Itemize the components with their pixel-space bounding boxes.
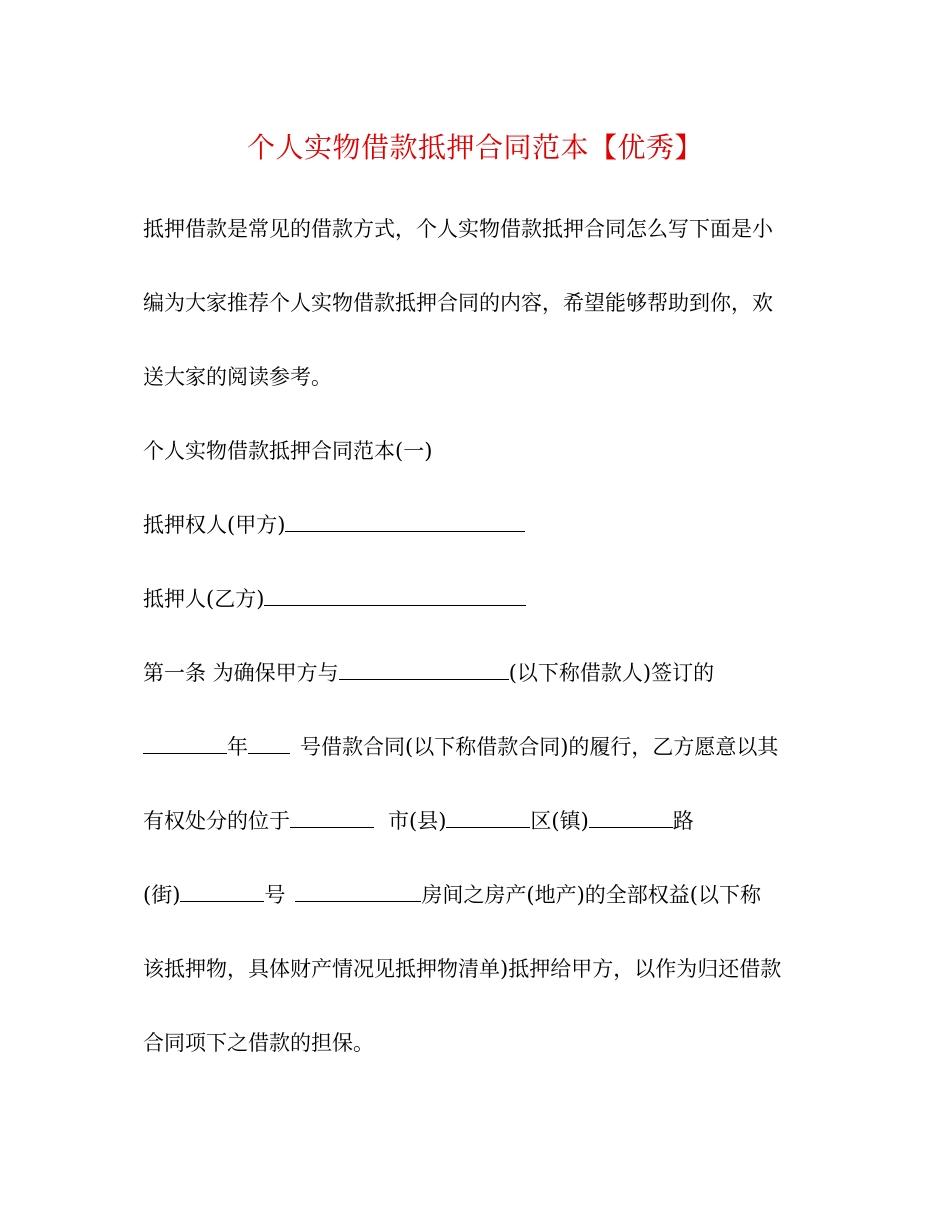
room-blank (295, 881, 421, 902)
street-number-blank (180, 881, 264, 902)
number-blank (248, 733, 290, 754)
intro-line-1: 抵押借款是常见的借款方式，个人实物借款抵押合同怎么写下面是小 (143, 217, 773, 241)
article1-line-4 (143, 880, 761, 910)
mortgagee-line (143, 510, 525, 540)
article1-text: 号借款合同(以下称借款合同)的履行，乙方愿意以其 (300, 735, 779, 759)
article1-line-3 (143, 806, 694, 836)
article1-text: 路 (672, 809, 694, 833)
mortgagor-label: 抵押人(乙方) (143, 587, 265, 611)
district-blank (446, 807, 530, 828)
article1-text: 第一条 为确保甲方与 (143, 661, 339, 685)
intro-line-3: 送大家的阅读参考。 (143, 365, 332, 389)
year-blank (143, 733, 227, 754)
article1-text: (街) (143, 883, 181, 907)
article1-line-5: 该抵押物，具体财产情况见抵押物清单)抵押给甲方，以作为归还借款 (143, 957, 782, 981)
section-heading: 个人实物借款抵押合同范本(一) (143, 439, 433, 463)
mortgagee-label: 抵押权人(甲方) (143, 513, 286, 537)
borrower-blank (339, 659, 509, 680)
mortgagee-blank (285, 511, 525, 532)
mortgagor-blank (264, 585, 526, 606)
article1-text: 有权处分的位于 (143, 809, 290, 833)
article1-text: (以下称借款人)签订的 (508, 661, 715, 685)
intro-line-2: 编为大家推荐个人实物借款抵押合同的内容，希望能够帮助到你，欢 (143, 291, 773, 315)
road-blank (589, 807, 673, 828)
article1-line-6: 合同项下之借款的担保。 (143, 1031, 374, 1055)
article1-text: 年 (227, 735, 248, 759)
article1-text: 号 (264, 883, 286, 907)
article1-text: 区(镇) (530, 809, 589, 833)
article1-text: 房间之房产(地产)的全部权益(以下称 (421, 883, 761, 907)
article1-text: 市(县) (388, 809, 447, 833)
mortgagor-line (143, 584, 526, 614)
city-blank (290, 807, 374, 828)
article1-line-1 (143, 658, 714, 688)
document-title: 个人实物借款抵押合同范本【优秀】 (246, 131, 703, 164)
article1-line-2 (143, 732, 778, 762)
